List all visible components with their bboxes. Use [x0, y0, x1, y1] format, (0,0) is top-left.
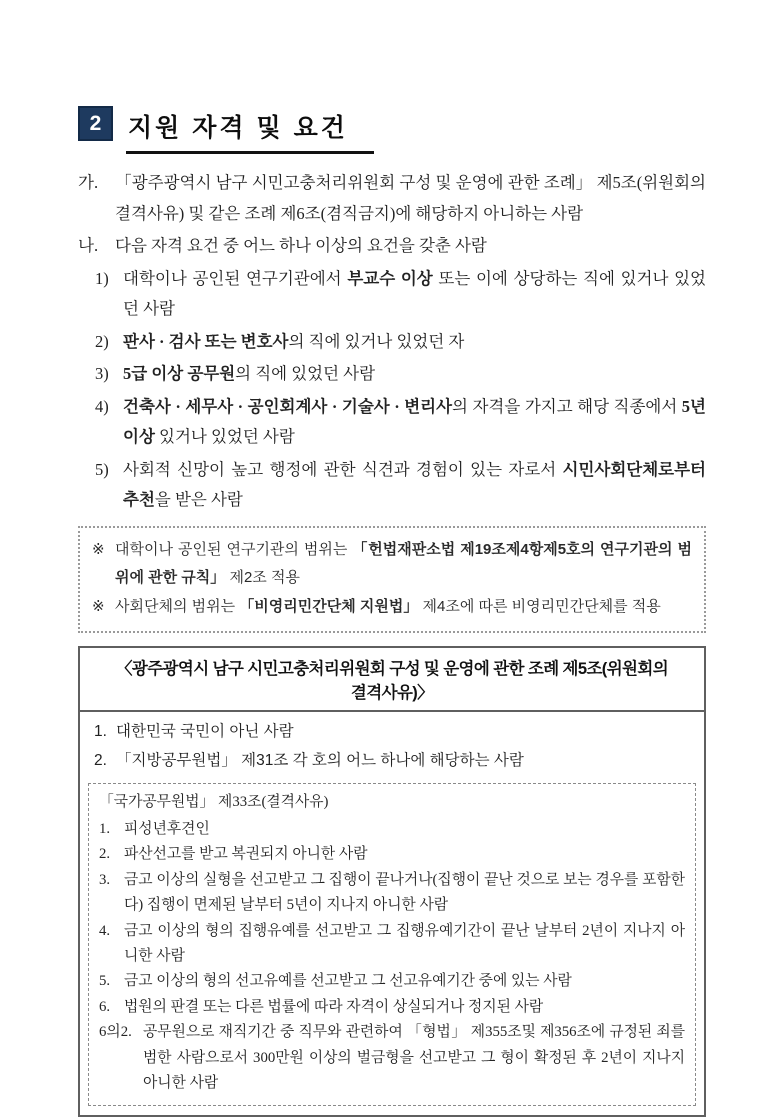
text-segment: 또는 이에 상당하는 직에 있거나 있었던 사람: [123, 268, 706, 319]
item-text: 법원의 판결 또는 다른 법률에 따라 자격이 상실되거나 정지된 사람: [124, 998, 544, 1015]
item-label: 5.: [99, 973, 111, 990]
text-segment: 「헌법재판소법 제19조제4항제5호의 연구기관의 범위에 관한 규칙」: [115, 540, 692, 587]
item-label: 5): [95, 459, 109, 479]
text-segment: 「비영리민간단체 지원법」: [239, 598, 419, 616]
text-segment: 있거나 있었던 사람: [154, 427, 295, 447]
item-text: 금고 이상의 실형을 선고받고 그 집행이 끝나거나(집행이 끝난 것으로 보는 경우를 포함한다) 집행이 면제된 날부터 5년이 지나지 아니한 사람: [124, 871, 685, 914]
item-label: 1): [95, 268, 109, 288]
note-line-2: [92, 593, 692, 622]
text-segment: 5급 이상 공무원: [123, 364, 236, 384]
list-item-na: [78, 231, 706, 262]
note-box: [78, 526, 706, 633]
item-label: 2): [95, 331, 109, 351]
text-segment: 제2조 적용: [225, 569, 300, 587]
text-segment: 제4조에 따른 비영리민간단체를 적용: [418, 598, 661, 616]
item-text: [123, 364, 375, 383]
requirement-item-4: [95, 392, 706, 453]
text-segment: 다음 자격 요건 중 어느 하나 이상의 요건을 갖춘 사람: [115, 236, 487, 256]
note-line-1: [92, 536, 692, 594]
ordinance-item-1: [94, 718, 692, 747]
text-segment: 판사 · 검사 또는 변호사: [123, 331, 289, 351]
note-text: [115, 541, 692, 587]
section-title: 지원 자격 및 요건: [126, 106, 374, 154]
text-segment: 건축사 · 세무사 · 공인회계사 · 기술사 · 변리사: [123, 396, 453, 416]
item-text: [115, 173, 706, 223]
section-number-badge: 2: [78, 106, 113, 141]
law-item-2: [99, 842, 685, 867]
law-item-6: [99, 995, 685, 1020]
section-title-wrap: [126, 106, 374, 154]
item-label: 2.: [99, 846, 111, 863]
law-item-3: [99, 868, 685, 919]
item-label: 1.: [94, 723, 107, 741]
item-label: 6의2.: [99, 1024, 132, 1041]
item-text: 금고 이상의 형의 선고유예를 선고받고 그 선고유예기간 중에 있는 사람: [124, 973, 572, 990]
requirement-item-2: [95, 327, 706, 358]
text-segment: 5년 이상: [123, 396, 706, 447]
item-text: [123, 269, 706, 319]
item-text: [123, 460, 706, 510]
reference-mark: ※: [92, 540, 105, 558]
text-segment: 부교수 이상: [347, 268, 433, 288]
list-item-ga: [78, 168, 706, 229]
text-segment: 대학이나 공인된 연구기관에서: [123, 268, 348, 288]
ordinance-items: [80, 712, 704, 777]
text-segment: 의 직에 있거나 있었던 자: [288, 331, 465, 351]
qualification-list: [78, 168, 706, 516]
requirement-item-5: [95, 455, 706, 516]
law-item-5: [99, 969, 685, 994]
law-box-title: 「국가공무원법」 제33조(결격사유): [99, 794, 329, 811]
item-label: 3): [95, 364, 109, 384]
item-text: 금고 이상의 형의 집행유예를 선고받고 그 집행유예기간이 끝난 날부터 2년이 지나지 아니한 사람: [124, 922, 685, 965]
item-label: 6.: [99, 998, 111, 1015]
reference-mark: ※: [92, 598, 105, 616]
text-segment: 시민사회단체로부터 추천: [123, 459, 706, 510]
item-text: [123, 397, 706, 447]
item-text: 공무원으로 재직기간 중 직무와 관련하여 「형법」 제355조및 제356조에 규정된 죄를 범한 사람으로서 300만원 이상의 벌금형을 선고받고 그 형이 확정된 후 2년이 지나지 아니한 사람: [143, 1024, 685, 1092]
item-text: 피성년후견인: [124, 820, 210, 837]
item-label: 3.: [99, 871, 111, 888]
law-box: [88, 783, 696, 1105]
item-label: 가.: [78, 173, 99, 192]
item-label: 2.: [94, 751, 107, 769]
law-item-4: [99, 919, 685, 970]
item-label: 나.: [78, 236, 99, 256]
text-segment: 의 직에 있었던 사람: [235, 364, 376, 384]
ordinance-item-2: [94, 747, 692, 776]
item-label: 4): [95, 396, 109, 416]
text-segment: 을 받은 사람: [154, 490, 243, 510]
ordinance-box-title: 〈광주광역시 남구 시민고충처리위원회 구성 및 운영에 관한 조례 제5조(위원회의 결격사유)〉: [80, 648, 704, 712]
text-segment: 「광주광역시 남구 시민고충처리위원회 구성 및 운영에 관한 조례」 제5조(위원회의 결격사유) 및 같은 조례 제6조(겸직금지)에 해당하지 아니하는 사람: [115, 173, 706, 223]
item-label: 4.: [99, 922, 111, 939]
text-segment: 사회단체의 범위는: [115, 598, 240, 616]
text-segment: 대학이나 공인된 연구기관의 범위는: [115, 540, 353, 558]
section-header: [78, 106, 706, 154]
requirement-item-3: [95, 359, 706, 390]
ordinance-box: [78, 646, 706, 1117]
item-text: [115, 236, 487, 255]
item-text: 「지방공무원법」 제31조 각 호의 어느 하나에 해당하는 사람: [116, 751, 524, 769]
item-label: 1.: [99, 820, 111, 837]
requirement-item-1: [95, 264, 706, 325]
law-item-1: [99, 817, 685, 842]
item-text: 대한민국 국민이 아닌 사람: [116, 723, 294, 741]
note-text: [115, 598, 661, 615]
law-item-6-2: [99, 1020, 685, 1096]
text-segment: 사회적 신망이 높고 행정에 관한 식견과 경험이 있는 자로서: [123, 459, 563, 479]
item-text: 파산선고를 받고 복권되지 아니한 사람: [124, 846, 368, 863]
text-segment: 의 자격을 가지고 해당 직종에서: [452, 396, 682, 416]
item-text: [123, 332, 464, 351]
